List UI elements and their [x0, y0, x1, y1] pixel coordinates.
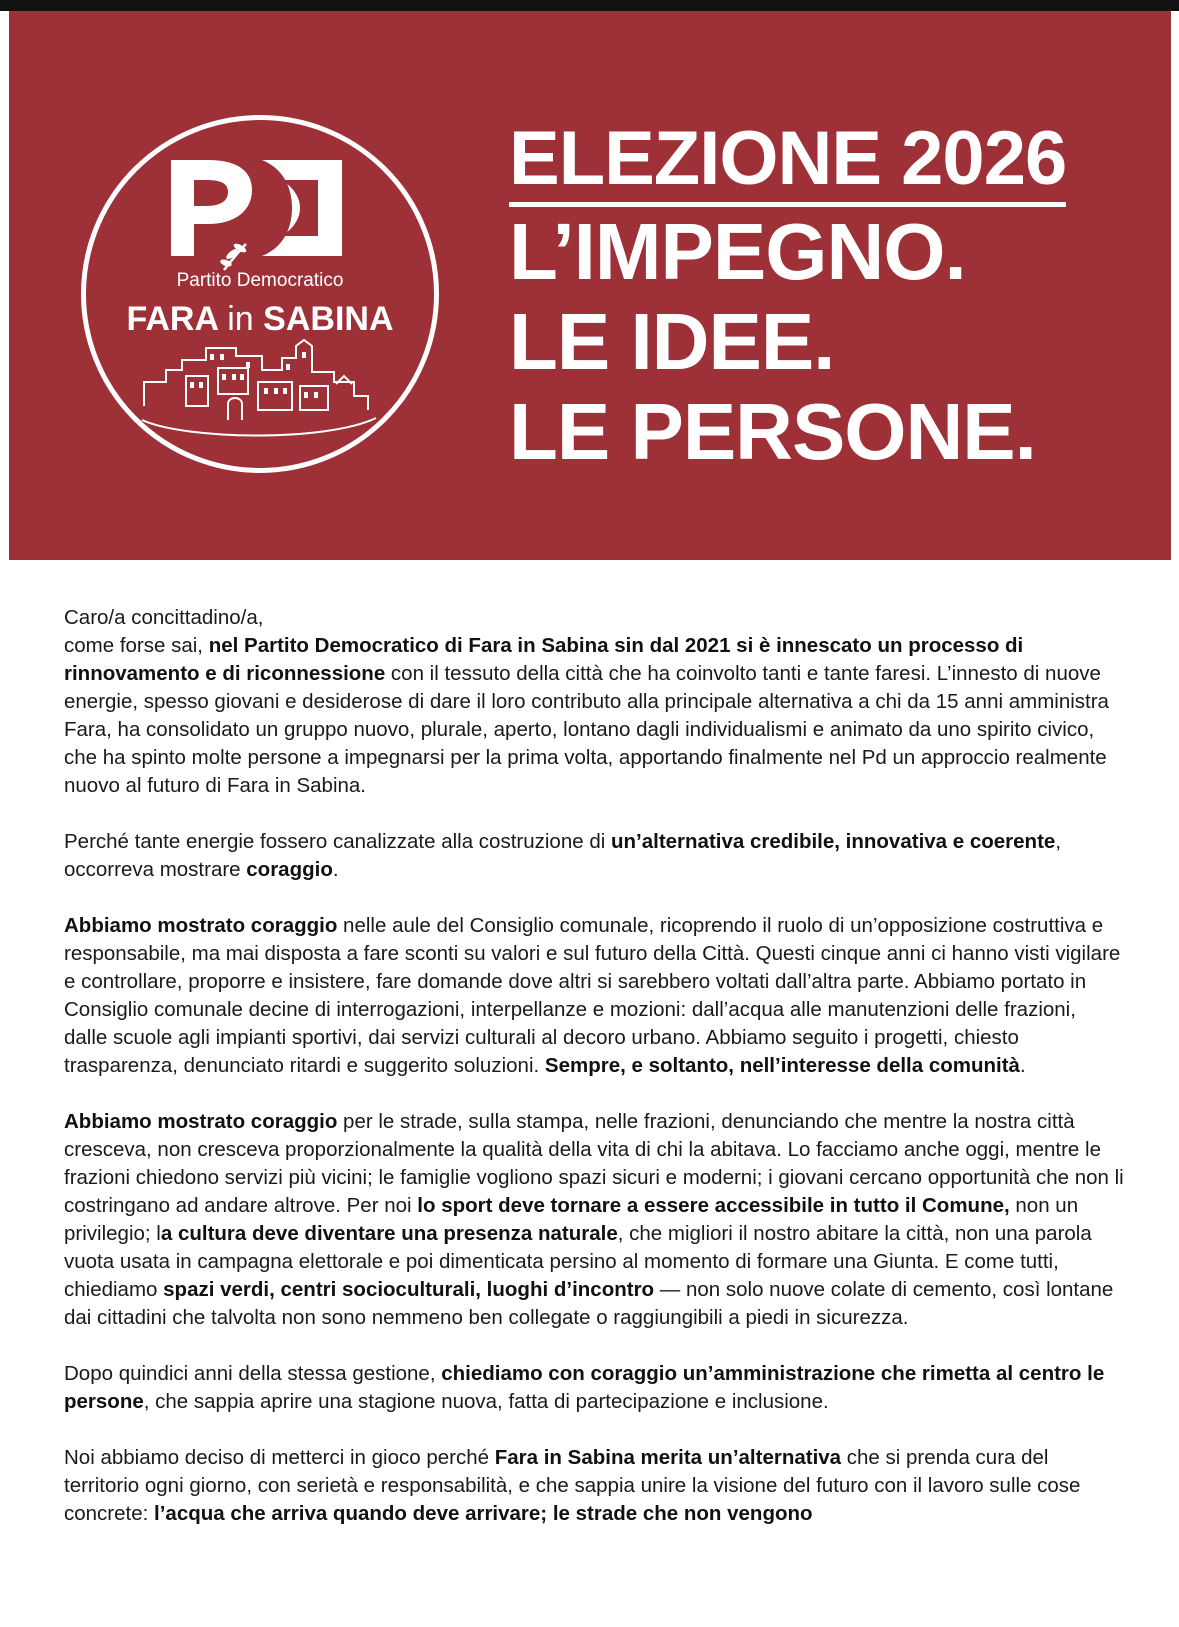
- paragraph-1: [64, 632, 1124, 800]
- headline: [509, 116, 1149, 477]
- text-run: Perché tante energie fossero canalizzate alla costruzione di: [64, 830, 611, 853]
- paragraph-3: [64, 912, 1124, 1080]
- text-run: , che sappia aprire una stagione nuova, fatta di partecipazione e inclusione.: [143, 1390, 829, 1413]
- bold-run: Sempre, e soltanto, nell’interesse della comunità: [544, 1054, 1020, 1077]
- text-run: — non solo nuove colate di cemento, così lontane dai cittadini che talvolta non sono nemmeno ben collegate o raggiungibili a piedi in sicurezza.: [64, 1278, 1114, 1329]
- paragraph-2: [64, 828, 1124, 884]
- place-in: in: [227, 300, 254, 338]
- top-edge-bar: [0, 0, 1179, 11]
- header-banner: [9, 11, 1171, 560]
- bold-run: Abbiamo mostrato coraggio: [64, 914, 338, 937]
- headline-year: ELEZIONE 2026: [509, 116, 1066, 207]
- bold-run: Abbiamo mostrato coraggio: [64, 1110, 338, 1133]
- text-run: con il tessuto della città che ha coinvolto tanti e tante faresi. L’innesto di nuove energie, spesso giovani e desiderose di dare il loro contributo alla principale alternativa a chi da 15 anni amministra Fara, ha consolidato un gruppo nuovo, plurale, aperto, lontano dagli individualismi e animato da uno spirito civico, che ha spinto molte persone a impegnarsi per la prima volta, apportando finalmente nel Pd un approccio realmente nuovo al futuro di Fara in Sabina.: [64, 662, 1109, 797]
- paragraph-5: [64, 1360, 1124, 1416]
- text-run: per le strade, sulla stampa, nelle frazioni, denunciando che mentre la nostra città cresceva, non cresceva proporzionalmente la qualità della vita di chi la abitava. Lo facciamo anche oggi, mentre le frazioni chiedono servizi più vicini; le famiglie vogliono spazi sicuri e moderni; i giovani cercano opportunità che non li costringano ad andare altrove. Per noi: [64, 1110, 1124, 1217]
- paragraph-4: [64, 1108, 1124, 1332]
- place-name: [86, 300, 434, 339]
- text-run: non un privilegio; l: [64, 1194, 1079, 1245]
- bold-run: nel Partito Democratico di Fara in Sabina sin dal 2021 si è innescato un processo di rinnovamento e di riconnessione: [64, 634, 1024, 685]
- letter-body: [64, 604, 1124, 1556]
- party-name: Partito Democratico: [176, 270, 344, 291]
- bold-run: chiediamo con coraggio un’amministrazione che rimetta al centro le persone: [64, 1362, 1105, 1413]
- text-run: .: [1019, 1054, 1026, 1077]
- text-run: , che migliori il nostro abitare la città, non una parola vuota usata in campagna elettorale e poi dimenticata persino al momento di formare una Giunta. E come tutti, chiediamo: [64, 1222, 1092, 1301]
- text-run: .: [332, 858, 339, 881]
- letter-greeting: Caro/a concittadino/a,: [64, 606, 264, 629]
- text-run: come forse sai,: [64, 634, 209, 657]
- text-run: che si prenda cura del territorio ogni giorno, con serietà e responsabilità, e che sappia unire la visione del futuro con il lavoro sulle cose concrete:: [64, 1446, 1081, 1525]
- paragraph-6: [64, 1444, 1124, 1528]
- place-suffix: SABINA: [263, 300, 394, 338]
- text-run: nelle aule del Consiglio comunale, ricoprendo il ruolo di un’opposizione costruttiva e responsabile, ma mai disposta a fare sconti su valori e sul futuro della Città. Questi cinque anni ci hanno visti vigilare e controllare, proporre e insistere, fare domande dove altri si sarebbero voltati dall’altra parte. Abbiamo portato in Consiglio comunale decine di interrogazioni, interpellanze e mozioni: dall’acqua alle manutenzioni delle frazioni, dalle scuole agli impianti sportivi, dai servizi culturali al decoro urbano. Abbiamo seguito i progetti, chiesto trasparenza, denunciato ritardi e suggerito soluzioni.: [64, 914, 1121, 1077]
- bold-run: spazi verdi, centri socioculturali, luoghi d’incontro: [163, 1278, 655, 1301]
- bold-run: Fara in Sabina merita un’alternativa: [494, 1446, 842, 1469]
- headline-line-3: LE PERSONE.: [509, 387, 1036, 476]
- bold-run: l’acqua che arriva quando deve arrivare; le strade che non vengono: [154, 1502, 813, 1525]
- pd-logo-mark: [86, 120, 434, 468]
- bold-run: a cultura deve diventare una presenza naturale: [160, 1222, 618, 1245]
- bold-run: un’alternativa credibile, innovativa e coerente: [610, 830, 1056, 853]
- headline-line-2: LE IDEE.: [509, 297, 835, 386]
- text-run: , occorreva mostrare: [64, 830, 1062, 881]
- place-prefix: FARA: [126, 300, 218, 338]
- bold-run: coraggio: [246, 858, 333, 881]
- headline-line-1: L’IMPEGNO.: [509, 207, 966, 296]
- text-run: Noi abbiamo deciso di metterci in gioco perché: [64, 1446, 495, 1469]
- bold-run: lo sport deve tornare a essere accessibile in tutto il Comune,: [417, 1194, 1010, 1217]
- party-logo: [81, 115, 439, 473]
- text-run: Dopo quindici anni della stessa gestione,: [64, 1362, 442, 1385]
